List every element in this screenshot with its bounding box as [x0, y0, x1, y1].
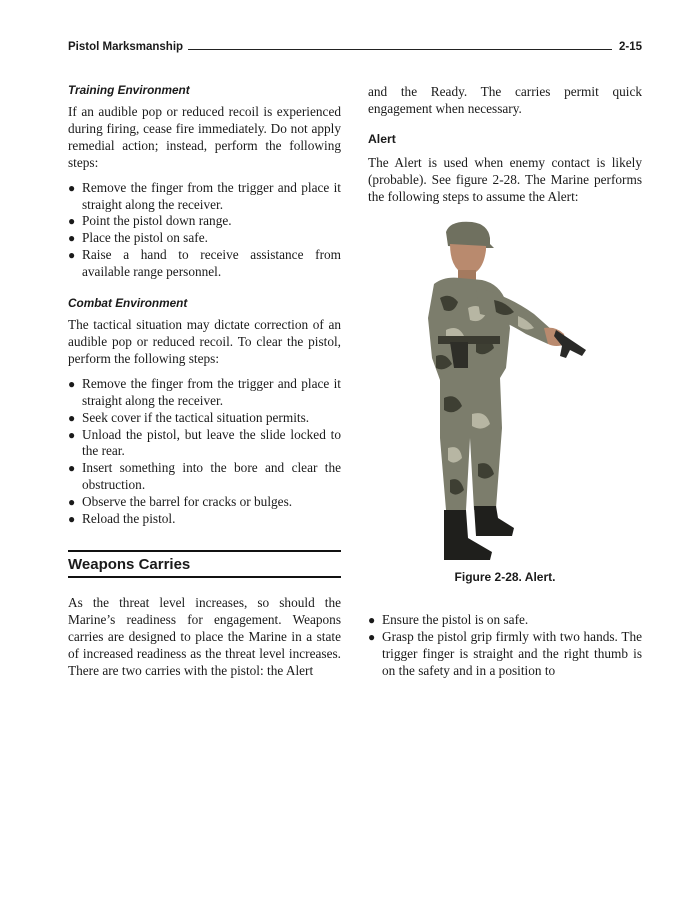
bullet-icon: ● — [68, 248, 76, 263]
bullet-icon: ● — [68, 180, 76, 195]
running-header — [68, 41, 642, 59]
list-item-text: Remove the finger from the trigger and place it straight along the receiver. — [82, 375, 341, 408]
list-item — [368, 629, 642, 680]
alert-paragraph: The Alert is used when enemy contact is likely (probable). See figure 2-28. The Marine performs the following steps to assume the Alert: — [368, 154, 642, 204]
list-item — [368, 612, 642, 629]
training-steps-list — [68, 180, 341, 281]
list-item-text: Grasp the pistol grip firmly with two hands. The trigger finger is straight and the right thumb is on the safety and in a position to — [382, 628, 642, 678]
list-item — [68, 511, 341, 528]
bullet-icon: ● — [368, 613, 376, 627]
bullet-icon: ● — [68, 495, 76, 510]
alert-figure-photo — [410, 218, 600, 563]
list-item-text: Ensure the pistol is on safe. — [382, 612, 529, 627]
bullet-icon: ● — [68, 461, 76, 476]
bullet-icon: ● — [68, 512, 76, 527]
list-item-text: Reload the pistol. — [82, 511, 176, 527]
training-environment-heading: Training Environment — [68, 83, 190, 97]
bullet-icon: ● — [68, 376, 76, 391]
list-item — [68, 376, 341, 410]
marine-figure — [428, 222, 586, 560]
combat-environment-intro: The tactical situation may dictate correction of an audible pop or reduced recoil. To clear the pistol, perform the following steps: — [68, 317, 341, 366]
bullet-icon: ● — [68, 214, 76, 229]
list-item-text: Remove the finger from the trigger and place it straight along the receiver. — [82, 179, 341, 212]
header-title: Pistol Marksmanship — [68, 41, 184, 53]
combat-steps-list — [68, 376, 341, 528]
bullet-icon: ● — [68, 410, 76, 425]
bullet-icon: ● — [68, 231, 76, 246]
list-item — [68, 460, 341, 494]
list-item — [68, 410, 341, 427]
continued-paragraph: and the Ready. The carries permit quick engagement when necessary. — [368, 84, 642, 116]
list-item — [68, 213, 341, 230]
alert-steps-list — [368, 612, 642, 680]
list-item — [68, 247, 341, 281]
list-item-text: Place the pistol on safe. — [82, 230, 208, 246]
page-number: 2-15 — [618, 41, 642, 53]
bullet-icon: ● — [68, 427, 76, 442]
weapons-carries-paragraph: As the threat level increases, so should the Marine’s readiness for engagement. Weapons carries are designed to place the Marine in a state of increased readiness as the threat level increases. There are two carries with the pistol: the Alert — [68, 594, 341, 678]
list-item — [68, 180, 341, 214]
list-item-text: Raise a hand to receive assistance from available range personnel. — [82, 247, 341, 280]
figure-caption: Figure 2-28. Alert. — [454, 570, 556, 584]
list-item-text: Point the pistol down range. — [82, 213, 232, 229]
alert-heading: Alert — [368, 131, 396, 146]
combat-environment-heading: Combat Environment — [68, 296, 188, 311]
list-item — [68, 494, 341, 511]
bullet-icon: ● — [368, 629, 376, 644]
list-item-text: Seek cover if the tactical situation permits. — [82, 409, 310, 425]
left-column — [68, 82, 341, 679]
list-item — [68, 230, 341, 247]
list-item-text: Insert something into the bore and clear the obstruction. — [82, 460, 341, 493]
list-item — [68, 427, 341, 461]
header-rule — [188, 49, 612, 50]
training-environment-intro: If an audible pop or reduced recoil is experienced during firing, cease fire immediately. Do not apply remedial action; instead, perform the following steps: — [68, 104, 341, 170]
weapons-carries-heading: Weapons Carries — [68, 550, 341, 578]
list-item-text: Observe the barrel for cracks or bulges. — [82, 494, 293, 510]
list-item-text: Unload the pistol, but leave the slide locked to the rear. — [82, 426, 341, 459]
right-column — [368, 82, 642, 206]
